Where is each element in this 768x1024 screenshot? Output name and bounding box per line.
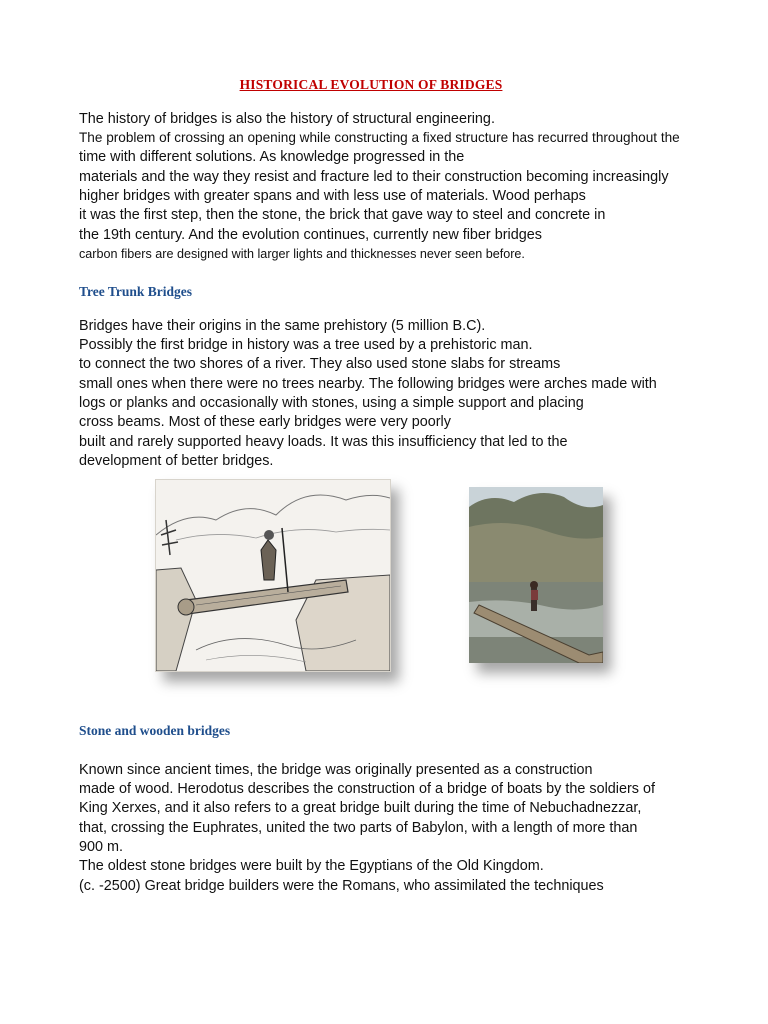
intro-line: it was the first step, then the stone, the brick that gave way to steel and concrete in — [79, 207, 606, 223]
body-line: small ones when there were no trees nearby. The following bridges were arches made with — [79, 376, 657, 392]
body-line: King Xerxes, and it also refers to a great bridge built during the time of Nebuchadnezzar, — [79, 800, 642, 816]
body-line: logs or planks and occasionally with stones, using a simple support and placing — [79, 395, 584, 411]
body-line: (c. -2500) Great bridge builders were the Romans, who assimilated the techniques — [79, 878, 604, 894]
body-line: Possibly the first bridge in history was a tree used by a prehistoric man. — [79, 337, 533, 353]
body-line: 900 m. — [79, 839, 123, 855]
page-title: HISTORICAL EVOLUTION OF BRIDGES — [239, 77, 503, 92]
log-bridge-photo — [469, 487, 603, 663]
body-line: development of better bridges. — [79, 453, 274, 469]
body-line: to connect the two shores of a river. They also used stone slabs for streams — [79, 356, 561, 372]
intro-line: carbon fibers are designed with larger lights and thicknesses never seen before. — [79, 247, 525, 261]
body-line: built and rarely supported heavy loads. It was this insufficiency that led to the — [79, 434, 568, 450]
intro-line: materials and the way they resist and fracture led to their construction becoming increasingly — [79, 169, 669, 185]
intro-line: higher bridges with greater spans and with less use of materials. Wood perhaps — [79, 188, 586, 204]
body-line: Bridges have their origins in the same prehistory (5 million B.C). — [79, 318, 486, 334]
body-line: The oldest stone bridges were built by the Egyptians of the Old Kingdom. — [79, 858, 544, 874]
body-line: made of wood. Herodotus describes the construction of a bridge of boats by the soldiers of — [79, 781, 655, 797]
body-line: that, crossing the Euphrates, united the two parts of Babylon, with a length of more than — [79, 820, 638, 836]
intro-line: The history of bridges is also the history of structural engineering. — [79, 111, 495, 127]
intro-line: The problem of crossing an opening while constructing a fixed structure has recurred throughout the — [79, 130, 680, 145]
body-line: cross beams. Most of these early bridges were very poorly — [79, 414, 451, 430]
body-line: Known since ancient times, the bridge was originally presented as a construction — [79, 762, 593, 778]
section-heading: Tree Trunk Bridges — [79, 284, 193, 299]
section-heading: Stone and wooden bridges — [79, 723, 231, 738]
intro-line: time with different solutions. As knowledge progressed in the — [79, 149, 465, 165]
prehistoric-bridge-sketch — [155, 479, 391, 672]
intro-line: the 19th century. And the evolution continues, currently new fiber bridges — [79, 227, 542, 243]
